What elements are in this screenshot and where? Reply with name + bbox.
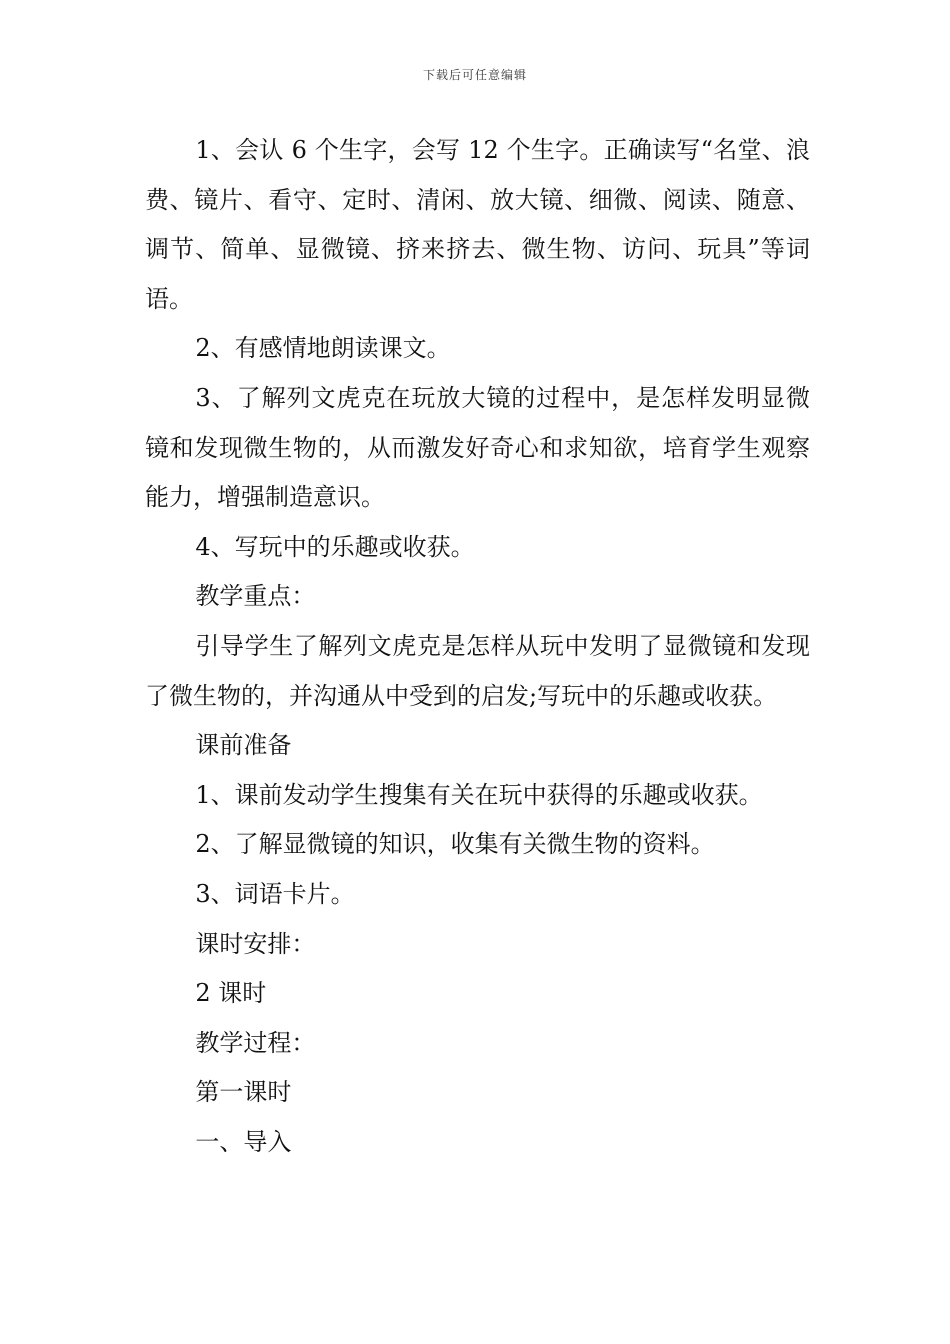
objective-1: 1、会认 6 个生字，会写 12 个生字。正确读写“名堂、浪费、镜片、看守、定时、清闲、放大镜、细微、阅读、随意、调节、简单、显微镜、挤来挤去、微生物、访问、玩具”等词语。 [145, 136, 810, 313]
heading-schedule: 课时安排： [195, 929, 316, 958]
heading-first-lesson: 第一课时 [195, 1078, 292, 1107]
objective-4: 4、写玩中的乐趣或收获。 [195, 532, 475, 561]
preparation-2: 2、了解显微镜的知识，收集有关微生物的资料。 [195, 830, 715, 859]
heading-preparation: 课前准备 [195, 731, 292, 760]
document-body [145, 126, 810, 1167]
preparation-3: 3、词语卡片。 [195, 879, 355, 908]
objective-2: 2、有感情地朗读课文。 [195, 334, 451, 363]
heading-process: 教学过程： [195, 1028, 316, 1057]
schedule-text: 2 课时 [195, 979, 267, 1008]
objective-3: 3、了解列文虎克在玩放大镜的过程中，是怎样发明显微镜和发现微生物的，从而激发好奇心和求知欲，培育学生观察能力，增强制造意识。 [145, 383, 810, 512]
preparation-1: 1、课前发动学生搜集有关在玩中获得的乐趣或收获。 [195, 780, 763, 809]
section-introduction: 一、导入 [195, 1127, 292, 1156]
key-points-text: 引导学生了解列文虎克是怎样从玩中发明了显微镜和发现了微生物的，并沟通从中受到的启发;写玩中的乐趣或收获。 [145, 631, 810, 710]
page-header: 下载后可任意编辑 [422, 68, 527, 82]
heading-key-points: 教学重点： [195, 582, 316, 611]
